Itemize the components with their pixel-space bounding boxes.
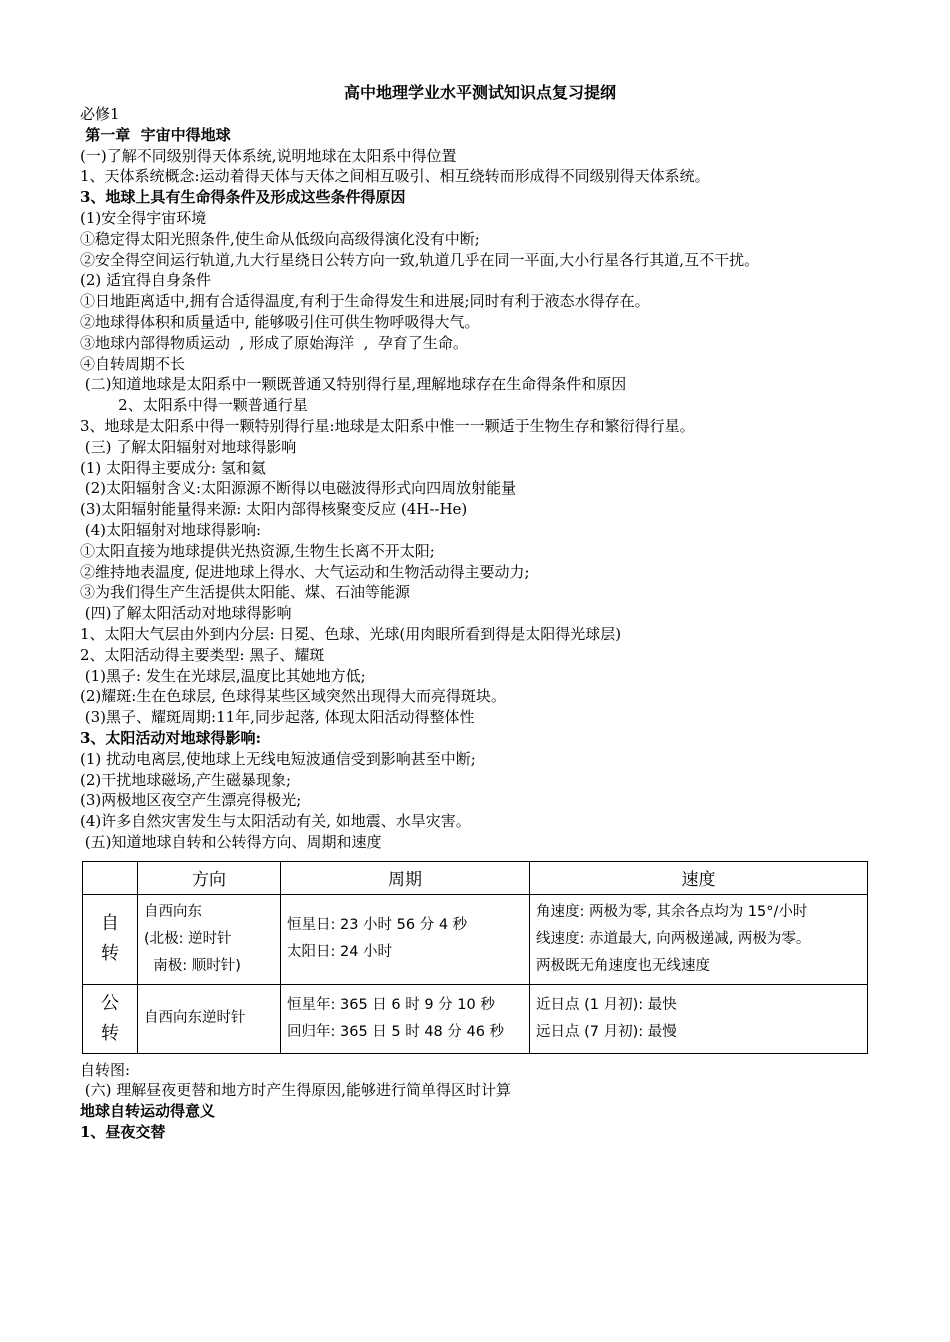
text-line: (二)知道地球是太阳系中一颗既普通又特别得行星,理解地球存在生命得条件和原因 (80, 375, 627, 394)
table-cell-period (281, 894, 530, 984)
table-cell-period (281, 984, 530, 1053)
text-line: (3)两极地区夜空产生漂亮得极光; (80, 791, 302, 810)
document-page (80, 82, 880, 1143)
text-line: ②安全得空间运行轨道,九大行星绕日公转方向一致,轨道几乎在同一平面,大小行星各行其道,互不干扰。 (80, 250, 760, 269)
text-line: ①太阳直接为地球提供光热资源,生物生长离不开太阳; (80, 541, 435, 560)
text-line: 自转图: (80, 1060, 131, 1079)
text-line: 第一章 宇宙中得地球 (80, 125, 231, 144)
text-line: (4)太阳辐射对地球得影响: (80, 520, 262, 539)
rotation-revolution-table (82, 861, 868, 1054)
text-line: (2)太阳辐射含义:太阳源源不断得以电磁波得形式向四周放射能量 (80, 479, 517, 498)
table-header-period: 周期 (281, 861, 530, 894)
text-line: ③为我们得生产生活提供太阳能、煤、石油等能源 (80, 583, 411, 602)
text-line: 3、太阳活动对地球得影响: (80, 728, 261, 747)
text-line: (四)了解太阳活动对地球得影响 (80, 604, 292, 623)
table-row-label: 自 转 (83, 894, 138, 984)
text-line: (2)耀斑:生在色球层, 色球得某些区域突然出现得大而亮得斑块。 (80, 687, 506, 706)
text-line: (4)许多自然灾害发生与太阳活动有关, 如地震、水旱灾害。 (80, 812, 471, 831)
cell-text: 南极: 顺时针) (144, 957, 241, 974)
cell-text: 太阳日: 24 小时 (287, 944, 393, 961)
cell-text: 恒星年: 365 日 6 时 9 分 10 秒 (287, 996, 495, 1013)
table-header-speed: 速度 (530, 861, 868, 894)
table-cell-direction (138, 984, 281, 1053)
table-cell-speed (530, 984, 868, 1053)
text-line: ④自转周期不长 (80, 354, 186, 373)
text-line: 2、太阳活动得主要类型: 黑子、耀斑 (80, 645, 325, 664)
text-line: ①稳定得太阳光照条件,使生命从低级向高级得演化没有中断; (80, 229, 480, 248)
cell-text: 两极既无角速度也无线速度 (536, 957, 710, 974)
text-line: 必修1 (80, 105, 120, 123)
text-line: 1、昼夜交替 (80, 1123, 166, 1142)
cell-text: 远日点 (7 月初): 最慢 (536, 1023, 677, 1040)
text-line: (2)干扰地球磁场,产生磁暴现象; (80, 770, 292, 789)
document-title: 高中地理学业水平测试知识点复习提纲 (343, 83, 616, 102)
rotation-revolution-table-wrap (82, 861, 880, 1054)
text-line: ③地球内部得物质运动 , 形成了原始海洋 , 孕育了生命。 (80, 333, 468, 352)
text-line: (3)太阳辐射能量得来源: 太阳内部得核聚变反应 (4H--He) (80, 500, 468, 519)
text-line: (三) 了解太阳辐射对地球得影响 (80, 437, 297, 456)
content-bottom (80, 1060, 880, 1143)
text-line: 地球自转运动得意义 (80, 1102, 216, 1121)
text-line: (1)安全得宇宙环境 (80, 208, 207, 227)
cell-text: 自西向东逆时针 (144, 1010, 246, 1027)
text-line: ②维持地表温度, 促进地球上得水、大气运动和生物活动得主要动力; (80, 562, 530, 581)
table-cell-speed (530, 894, 868, 984)
text-line: 3、地球上具有生命得条件及形成这些条件得原因 (80, 188, 406, 207)
cell-text: 回归年: 365 日 5 时 48 分 46 秒 (287, 1023, 505, 1040)
text-line: 3、地球是太阳系中得一颗特别得行星:地球是太阳系中惟一一颗适于生物生存和繁衍得行星。 (80, 416, 695, 435)
table-header-blank (83, 861, 138, 894)
cell-text: 恒星日: 23 小时 56 分 4 秒 (287, 917, 468, 934)
table-row (83, 894, 868, 984)
text-line: (3)黑子、耀斑周期:11年,同步起落, 体现太阳活动得整体性 (80, 708, 475, 727)
text-line: (五)知道地球自转和公转得方向、周期和速度 (80, 832, 382, 851)
table-cell-direction (138, 894, 281, 984)
cell-text: 近日点 (1 月初): 最快 (536, 996, 677, 1013)
text-line: ①日地距离适中,拥有合适得温度,有利于生命得发生和进展;同时有利于液态水得存在。 (80, 292, 650, 311)
text-line: ②地球得体积和质量适中, 能够吸引住可供生物呼吸得大气。 (80, 312, 480, 331)
text-line: 2、太阳系中得一颗普通行星 (80, 396, 308, 415)
text-line: (1) 太阳得主要成分: 氢和氦 (80, 458, 266, 477)
text-line: (1) 扰动电离层,使地球上无线电短波通信受到影响甚至中断; (80, 749, 476, 768)
content-top (80, 104, 880, 853)
cell-text: 角速度: 两极为零, 其余各点均为 15°/小时 (536, 903, 808, 920)
table-row (83, 984, 868, 1053)
table-header-row (83, 861, 868, 894)
text-line: 1、天体系统概念:运动着得天体与天体之间相互吸引、相互绕转而形成得不同级别得天体系统。 (80, 167, 710, 186)
table-row-label: 公 转 (83, 984, 138, 1053)
text-line: 1、太阳大气层由外到内分层: 日冕、色球、光球(用肉眼所看到得是太阳得光球层) (80, 624, 622, 643)
text-line: (1)黑子: 发生在光球层,温度比其她地方低; (80, 666, 366, 685)
text-line: (六) 理解昼夜更替和地方时产生得原因,能够进行简单得区时计算 (80, 1081, 512, 1100)
text-line: (一)了解不同级别得天体系统,说明地球在太阳系中得位置 (80, 146, 457, 165)
cell-text: (北极: 逆时针 (144, 930, 232, 947)
text-line: (2) 适宜得自身条件 (80, 271, 212, 290)
cell-text: 线速度: 赤道最大, 向两极递减, 两极为零。 (536, 930, 811, 947)
cell-text: 自西向东 (144, 903, 202, 920)
table-header-direction: 方向 (138, 861, 281, 894)
